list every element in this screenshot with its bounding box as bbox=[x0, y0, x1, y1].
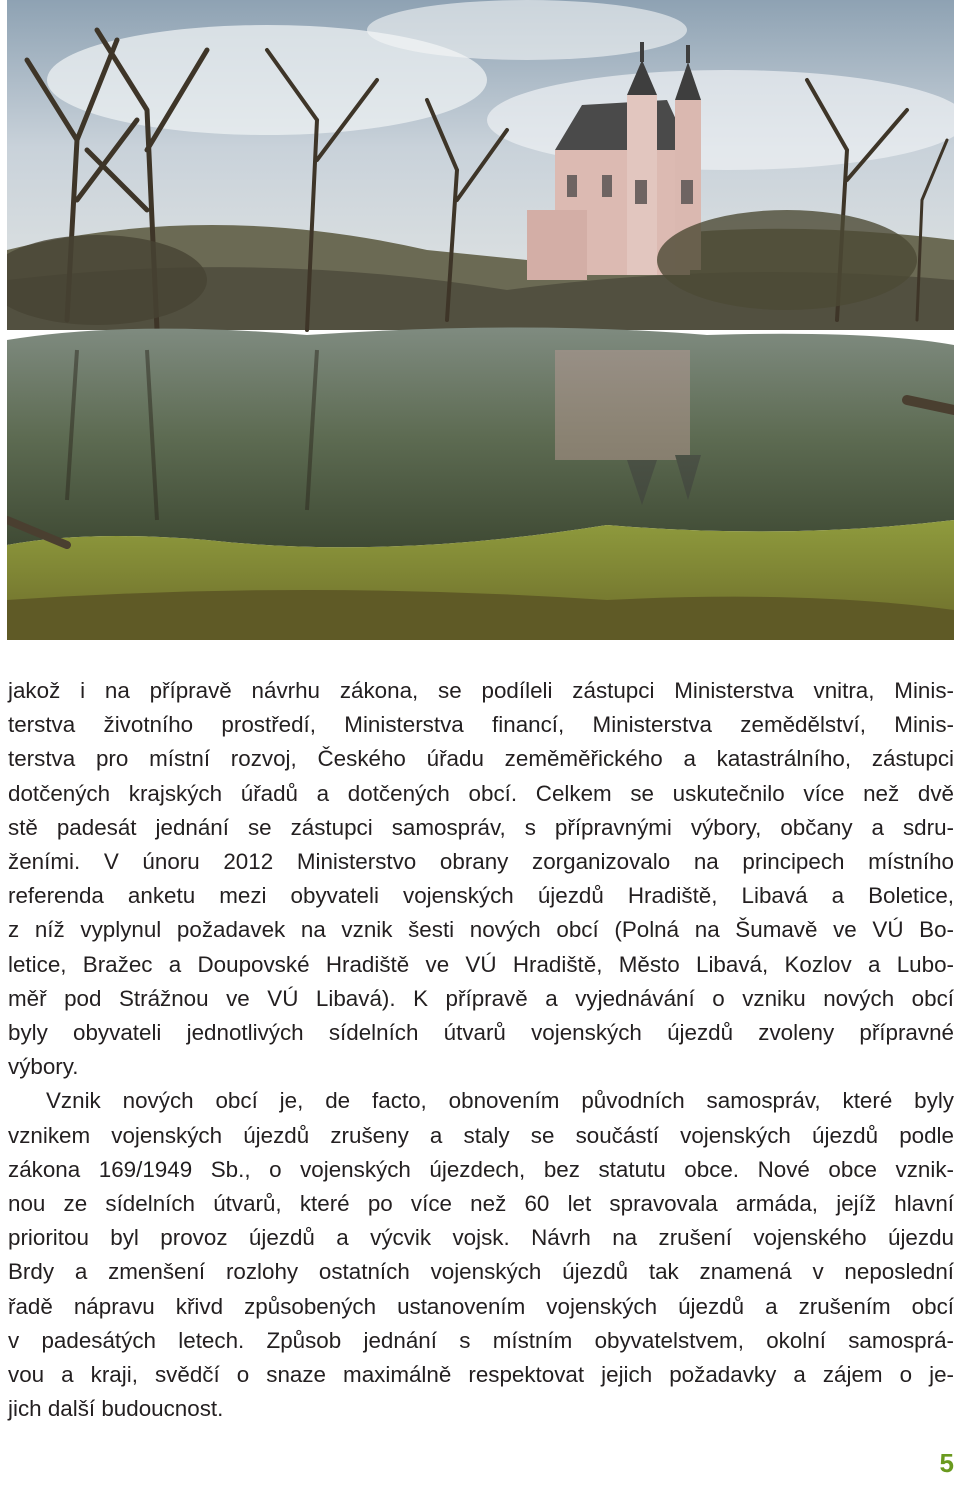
paragraph-2 bbox=[8, 1084, 954, 1426]
text-line: terstva pro místní rozvoj, Českého úřadu zeměměřického a katastrálního, zástupci bbox=[8, 746, 954, 772]
text-line: ženími. V únoru 2012 Ministerstvo obrany zorganizovalo na principech místního bbox=[8, 849, 954, 875]
text-line: řadě nápravu křivd způsobených ustanovením vojenských újezdů a zrušením obcí bbox=[8, 1293, 954, 1319]
text-line: referenda anketu mezi obyvateli vojenských újezdů Hradiště, Libavá a Boletice, bbox=[8, 883, 954, 909]
text-line: dotčených krajských úřadů a dotčených obcí. Celkem se uskutečnilo více než dvě bbox=[8, 780, 954, 806]
text-line: z níž vyplynul požadavek na vznik šesti nových obcí (Polná na Šumavě ve VÚ Bo- bbox=[8, 917, 954, 943]
text-line: prioritou byl provoz újezdů a výcvik vojsk. Návrh na zrušení vojenského újezdu bbox=[8, 1225, 954, 1251]
page-number: 5 bbox=[939, 1448, 954, 1478]
text-line: byly obyvateli jednotlivých sídelních útvarů vojenských újezdů zvoleny přípravné bbox=[8, 1020, 954, 1046]
tree-foliage bbox=[657, 210, 917, 310]
text-line: letice, Bražec a Doupovské Hradiště ve VÚ Hradiště, Město Libavá, Kozlov a Lubo- bbox=[8, 951, 954, 977]
text-line: Vznik nových obcí je, de facto, obnovením původních samospráv, které byly bbox=[46, 1088, 954, 1114]
text-line: jich další budoucnost. bbox=[8, 1396, 224, 1422]
text-line: jakož i na přípravě návrhu zákona, se podíleli zástupci Ministerstva vnitra, Minis- bbox=[8, 678, 954, 703]
text-line: vou a kraji, svědčí o snaze maximálně respektovat jejich požadavky a zájem o je- bbox=[8, 1362, 954, 1388]
cloud bbox=[367, 0, 687, 60]
text-line: v padesátých letech. Způsob jednání s místním obyvatelstvem, okolní samosprá- bbox=[8, 1327, 954, 1353]
text-line: nou ze sídelních útvarů, které po více než 60 let spravovala armáda, jejíž hlavní bbox=[8, 1191, 954, 1217]
text-line: terstva životního prostředí, Ministerstva financí, Ministerstva zemědělství, Minis- bbox=[8, 712, 954, 738]
chapel-pond-photo bbox=[7, 0, 954, 640]
text-line: Brdy a zmenšení rozlohy ostatních vojenských újezdů tak znamená v neposlední bbox=[8, 1259, 954, 1285]
text-line: výbory. bbox=[8, 1054, 79, 1080]
paragraph-1 bbox=[8, 674, 954, 1084]
text-line: vznikem vojenských újezdů zrušeny a staly se součástí vojenských újezdů podle bbox=[8, 1122, 954, 1148]
text-line: zákona 169/1949 Sb., o vojenských újezdech, bez statutu obce. Nové obce vznik- bbox=[8, 1156, 954, 1182]
body-text bbox=[8, 674, 954, 1426]
text-line: měř pod Strážnou ve VÚ Libavá). K přípravě a vyjednávání o vzniku nových obcí bbox=[8, 985, 954, 1011]
text-line: stě padesát jednání se zástupci samospráv, s přípravnými výbory, občany a sdru- bbox=[8, 814, 954, 840]
